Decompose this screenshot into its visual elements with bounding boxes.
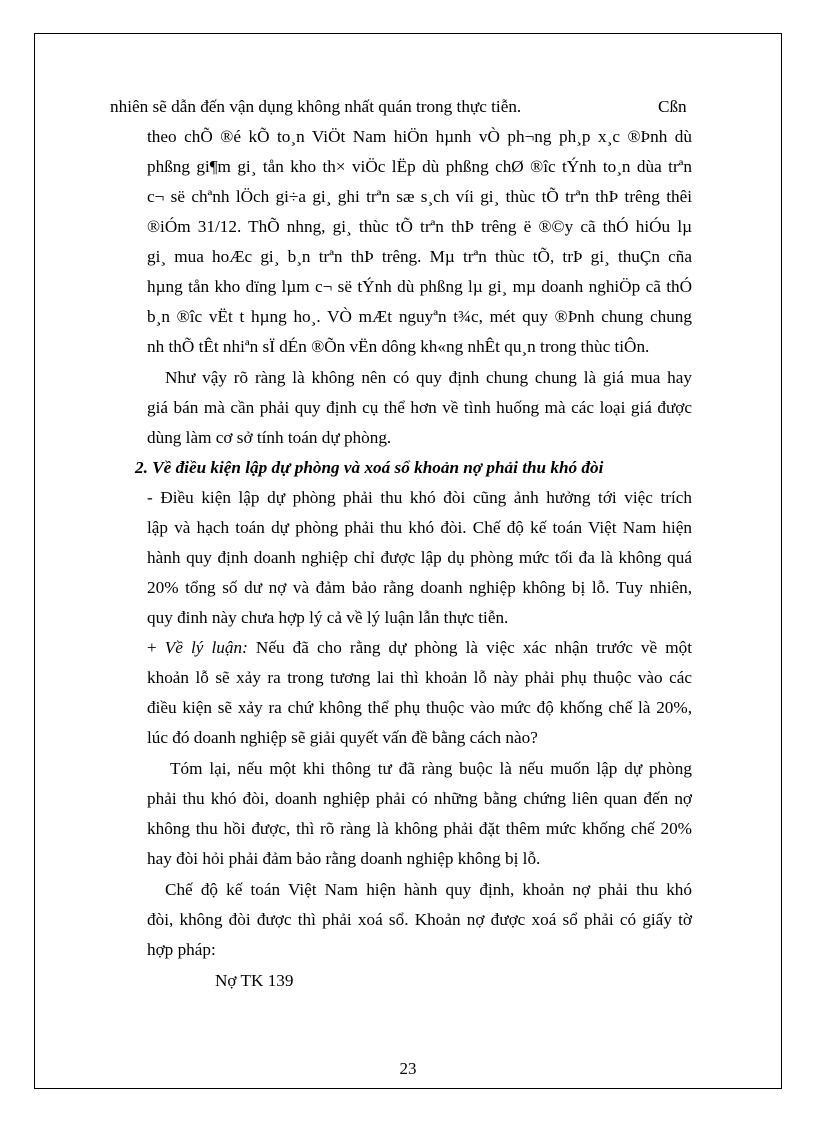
text-line-29: hợp pháp: — [147, 940, 216, 959]
text-line-8: b¸n ®îc vËt t hµng ho¸. VÒ mÆt nguyªn t¾c, mét quy ®Þnh chung chung — [147, 307, 692, 326]
text-line-1-main: nhiên sẽ dẫn đến vận dụng không nhất quán trong thực tiễn. — [110, 97, 522, 116]
text-line-15: lập và hạch toán dự phòng phải thu khó đòi. Chế độ kế toán Việt Nam hiện — [147, 518, 692, 537]
text-line-17: 20% tổng số dư nợ và đảm bảo rằng doanh nghiệp không bị lỗ. Tuy nhiên, — [147, 578, 692, 597]
text-line-18: quy đinh này chưa hợp lý cả về lý luận lẫn thực tiễn. — [147, 608, 509, 627]
text-line-3: phßng gi¶m gi¸ tån kho th× viÖc lËp dù phßng chØ ®îc tÝnh to¸n dùa trªn — [147, 157, 692, 176]
text-line-23: Tóm lại, nếu một khi thông tư đã ràng buộc là nếu muốn lập dự phòng — [170, 759, 692, 778]
text-line-20: khoản lỗ sẽ xảy ra trong tương lai thì khoản lỗ này phải phụ thuộc vào các — [147, 668, 692, 687]
text-line-16: hành quy định doanh nghiệp chỉ được lập dụ phòng mức tối đa là không quá — [147, 548, 692, 567]
section-heading: 2. Về điều kiện lập dự phòng và xoá sổ khoản nợ phải thu khó đòi — [135, 458, 604, 477]
text-line-14: - Điều kiện lập dự phòng phải thu khó đòi cũng ảnh hưởng tới việc trích — [147, 488, 692, 507]
text-line-1-tail: Cßn — [658, 97, 687, 116]
text-line-4: c¬ së chªnh lÖch gi÷a gi¸ ghi trªn sæ s¸ch víi gi¸ thùc tÕ trªn thÞ trêng thêi — [147, 187, 692, 206]
text-line-1 — [110, 96, 690, 118]
text-line-25: không thu hồi được, thì rõ ràng là không phải đặt thêm mức khống chế 20% — [147, 819, 692, 838]
page-number: 23 — [399, 1059, 417, 1078]
text-line-28: đòi, không đòi được thì phải xoá sổ. Khoản nợ được xoá sổ phải có giấy tờ — [147, 910, 692, 929]
text-line-19-rest: Nếu đã cho rằng dự phòng là việc xác nhận trước về một — [247, 638, 692, 657]
text-line-30: Nợ TK 139 — [215, 971, 294, 990]
text-line-12: dùng làm cơ sở tính toán dự phòng. — [147, 428, 392, 447]
text-line-21: điều kiện sẽ xảy ra chứ không thể phụ thuộc vào mức độ khống chế là 20%, — [147, 698, 692, 717]
text-line-22: lúc đó doanh nghiệp sẽ giải quyết vấn đề bằng cách nào? — [147, 728, 538, 747]
text-line-6: gi¸ mua hoÆc gi¸ b¸n trªn thÞ trêng. Mµ trªn thùc tÕ, trÞ gi¸ thuÇn cña — [147, 247, 692, 266]
theory-label: Về lý luận: — [164, 638, 248, 657]
text-line-26: hay đòi hỏi phải đảm bảo rằng doanh nghiệp không bị lỗ. — [147, 849, 541, 868]
text-line-7: hµng tån kho dïng lµm c¬ së tÝnh dù phßng lµ gi¸ mµ doanh nghiÖp cã thÓ — [147, 277, 692, 296]
text-line-19 — [147, 637, 692, 659]
text-line-11: giá bán mà cần phải quy định cụ thể hơn về tình huống mà các loại giá được — [147, 398, 692, 417]
text-line-10: Như vậy rõ ràng là không nên có quy định chung chung là giá mua hay — [165, 368, 692, 387]
text-line-2: theo chÕ ®é kÕ to¸n ViÖt Nam hiÖn hµnh vÒ ph¬ng ph¸p x¸c ®Þnh dù — [147, 127, 692, 146]
text-line-5: ®iÓm 31/12. ThÕ nhng, gi¸ thùc tÕ trªn thÞ trêng ë ®©y cã thÓ hiÓu lµ — [147, 217, 692, 236]
text-line-9: nh thÕ tÊt nhiªn sÏ dÉn ®Õn vËn dông kh«ng nhÊt qu¸n trong thùc tiÔn. — [147, 337, 650, 356]
text-line-27: Chế độ kế toán Việt Nam hiện hành quy định, khoản nợ phải thu khó — [165, 880, 692, 899]
text-line-24: phải thu khó đòi, doanh nghiệp phải có những bằng chứng liên quan đến nợ — [147, 789, 692, 808]
bullet-plus: + — [147, 638, 165, 657]
